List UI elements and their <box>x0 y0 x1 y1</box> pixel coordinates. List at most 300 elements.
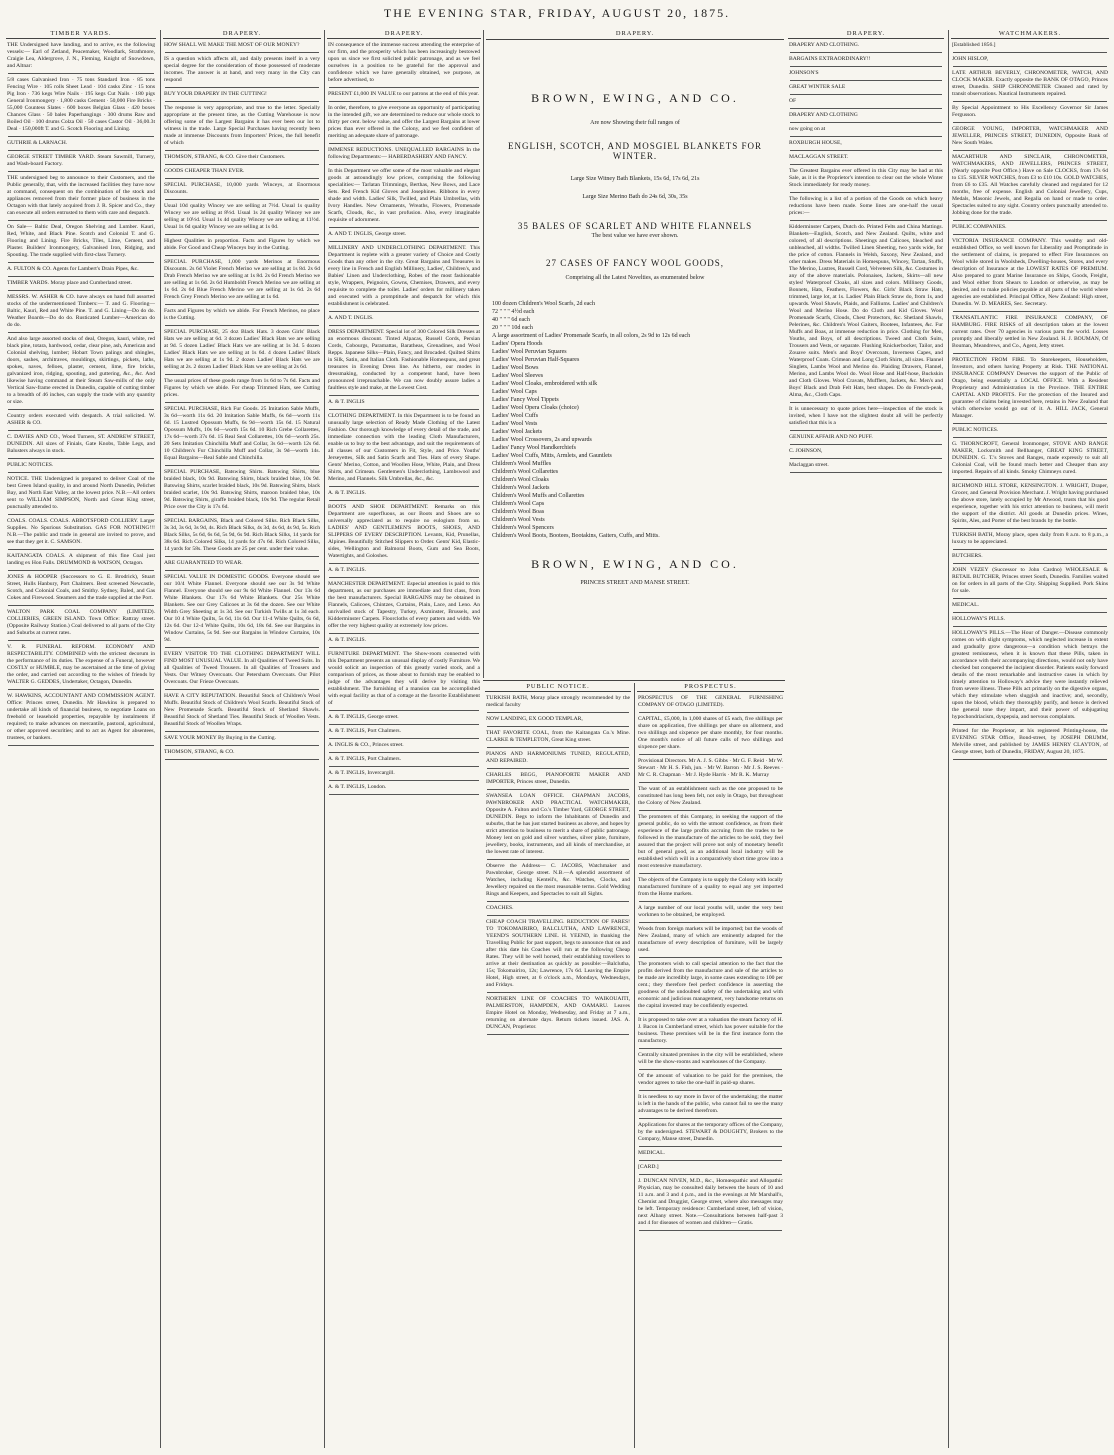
text-block: The promoters of this Company, in seeking the support of the general public, do so with the utmost confidence, as from their experience of the large profits accruing from the trades to be followed in the manufacture of the articles to be sold, they feel assured that the project will prove not only of monetary benefit but of general good, as an additional local industry will be established which will in a comparatively short time grow into a most extensive manufactory. <box>638 814 783 869</box>
rule-divider <box>329 766 479 767</box>
rule-divider <box>165 556 319 557</box>
text-block: Woods from foreign markets will be imported; but the woods of New Zealand, many of which are eminently adapted for the manufacture of every description of furniture, will be largely used. <box>638 926 783 953</box>
rule-divider <box>165 178 319 179</box>
text-block: Maclaggan street. <box>789 462 829 468</box>
text-block: A. & T. INGLIS, Invercargill. <box>328 770 395 776</box>
rule-divider <box>329 794 479 795</box>
rule-divider <box>165 731 319 732</box>
text-block: A. INGLIS & CO., Princes street. <box>328 742 404 748</box>
text-block: V. R. FUNERAL REFORM. ECONOMY AND RESPECTABILITY. COMBINED with the strictest decorum in the performance of its duties. The expense of a Funeral, however COSTLY or HUMBLE, may be ascertained at the time of giving the order, and carried out according to the wishes of friends by WALTER G. GEDDES, Undertaker, Octagon, Dunedin. <box>7 644 155 685</box>
rule-divider <box>639 1090 782 1091</box>
column-header: WATCHMAKERS. <box>951 30 1109 39</box>
text-block: SPECIAL VALUE IN DOMESTIC GOODS. Everyone should see our 10/4 White Flannel. Everyone should see our 3s 9d White Flannel. Everyone should see our 9s 6d White Flannel. Our 13s 6d White Blankets. Our 17s 6d White Blankets. Our 25s White Blankets. See our Grey Calicoes at 3s 6d the dozen. See our White Width Grey Sheeting at 1s 3d. See our Turkish Twills at 1s 3d each. Our 10 4 White Quilts, 5s 6d, 11s 6d. Our 11-4 White Quilts, 6s 6d, 12s 6d. Our 12-4 White Quilts, 10s 6d, 18s 6d. See our Bargains in Window Curtains, 5s 9d. See our Bargains in Window Curtains, 10s 9d. <box>164 574 320 643</box>
rule-divider <box>165 150 319 151</box>
rule-divider <box>8 150 154 151</box>
rule-divider <box>953 353 1107 354</box>
text-block: TIMBER YARDS. Moray place and Cumberland street. <box>7 280 133 286</box>
rule-divider <box>329 311 479 312</box>
text-block: Ladies' Wool Crossovers, 2s and upwards <box>492 437 592 443</box>
footer-address: PRINCES STREET AND MANSE STREET. <box>580 580 690 586</box>
rule-divider <box>329 241 479 242</box>
footer-firm-name: BROWN, EWING, AND CO. <box>531 557 739 571</box>
rule-divider <box>165 465 319 466</box>
rule-divider <box>953 528 1107 529</box>
text-block: THAT FAVORITE COAL, from the Kaitangata Co.'s Mine. CLARKE & TEMPLETON, Great King street. <box>486 730 630 743</box>
rule-divider <box>8 276 154 277</box>
text-block: MACLAGGAN STREET. <box>789 154 849 160</box>
text-block: 40 " " " 6d each <box>492 317 530 323</box>
blanket-line: Large Size Witney Bath Blankets, 15s 6d, 17s 6d, 21s <box>570 176 700 182</box>
text-block: NORTHERN LINE OF COACHES TO WAIKOUAITI, PALMERSTON, HAMPDEN, AND OAMARU. Leaves Empire Hotel on Monday, Wednesday, and Friday at 7 a.m., returning on alternate days. Return tickets issued. JAS. A. DUNCAN, Proprietor. <box>486 996 630 1030</box>
column-header: DRAPERY. <box>163 30 321 39</box>
text-block: MILLINERY AND UNDERCLOTHING DEPARTMENT. This Department is replete with a greater variety of Choice and Costly Goods than any other in the city. Great Bargains and Treasures in every line in French and English Millinery, Ladies', Children's, and Babies' Linen and Underclothing, Robes of the most fashionable style, Wrappers, Peignoirs, Gowns, Chemises, Drawers, and every requisite to complete the toilet. Ladies' orders for millinery taken and executed with a promptitude and despatch for which this establishment is celebrated. <box>328 245 480 307</box>
rule-divider <box>790 402 942 403</box>
rule-divider <box>329 409 479 410</box>
text-block: TRANSATLANTIC FIRE INSURANCE COMPANY, OF HAMBURG. FIRE RISKS of all description taken at the lowest current rates. Over 70 agencies in various parts the world. Losses promptly and liberally settled in New Zealand. H. J. BOUMAN, Of Bouman, Meandrews, and Co., Agent, Jetty street. <box>952 315 1108 349</box>
rule-divider <box>165 52 319 53</box>
text-block: GUTHRIE & LARNACH. <box>7 140 68 146</box>
text-block: LATE ARTHUR BEVERLY, CHRONOMETER, WATCH, AND CLOCK MAKER. Exactly opposite the BANK OF OTAGO, Princes street, Dunedin. SHIP CHRONOMETER Cleaned and rated by transit observations. Nautical Instruments repaired. <box>952 70 1108 97</box>
rule-divider <box>165 689 319 690</box>
rule-divider <box>165 759 319 760</box>
text-block: CHEAP COACH TRAVELLING. REDUCTION OF FARES! TO TOKOMAIRIRO, BALCLUTHA, AND LAWRENCE, YEEND'S SOUTHERN LINE. H. YEEND, in thanking the Travelling Public for past support, begs to announce that on and after this date his Coaches will run at the following Cheap Rates. They will be well horsed, their establishing travellers to arrive at their destination as quickly as possible:—Balclutha, 15s; Tokomairiro, 12s; Lawrence, 17s 6d. Leaving the Empire Hotel, High street, at 6 o'clock a.m., Mondays, Wednesdays, and Fridays. <box>486 919 630 988</box>
rule-divider <box>329 395 479 396</box>
text-block: Children's Wool Vests <box>492 517 545 523</box>
rule-divider <box>953 220 1107 221</box>
text-block: C. DAVIES AND CO., Wood Turners, ST. ANDREW STREET, DUNEDIN. All sizes of Finials, Gate Knobs, Table Legs, and Balusters always in stock. <box>7 434 155 454</box>
text-block: EVERY VISITOR TO THE CLOTHING DEPARTMENT WILL FIND MOST UNUSUAL VALUE. In all Qualities of Tweed Suits. In all Qualities of Tweed Trousers. In all Qualities of Trousers and Vests. Our Witney Overcoats. Our Petersham Overcoats. Our Pilot Overcoats. Our Frieze Overcoats. <box>164 651 320 685</box>
rule-divider <box>790 108 942 109</box>
text-block: Kidderminster Carpets, Dutch do. Printed Felts and China Mattings. Blankets—English, Scotch, and New Zealand. Quilts, white and colored, of all descriptions. Sheetings and Calicoes, bleached and unbleached, all widths. Twilled Linen Sheeting, two yards wide, for the price of cotton. Flannels in Welsh, Saxony, New Zealand, and other makes. Dress Materials in Homespuns, Wincey, Tartan, Stuffs, The Merino, Lustres, Russell Cord, Velveteen Silk, &c. Costumes in any of the above materials. Polonaises, Jackets, Skirts—all new styles! Waterproof Cloaks, all sizes and colors. Millinery Goods, Bonnets, Hats, Feathers, Flowers, &c. Girls' Black Straw Hats, trimmed, large lot, at 1s. Ladies' Plain Black Straw do, from 1s, and upwards. Wool Shawls, Plaids, and Falliums. Ladies' and Children's Wool and Merino Hose. Do do Cloth and Kid Gloves. Wool Promenade Scarfs, Clouds, Chest Protectors, &c. Shetland Shawls, Pelerines, &c. Children's Wool Gaiters, Bootees, Infantees, &c. Fur Muffs and Boas, at immense reduction in price. Clothing for Men, Youths, and Boys, of all descriptions. Tweed and Cloth Suits, Trousers and Vests, or separate. Flushing Knickerbocker, Tailor, and Zouave suits. Men's and Boys' Overcoats, Inverness Capes, and Waterproof Coats. Crimean and Long Cloth Shirts, all sizes. Flannel Singlets, Lambs Wool and Merino do. Plaiding Drawers, Flannel, Merino, and Lambs Wool do. Wool Hose and Half-hose, Buckskin and Cloth Gloves. Wool Cravats, Mufflers, Jackets, &c. Men's and Boys' Black and Drab Felt Hats, best shapes. Do do French-peak, Alma, &c., Cloth Caps. <box>789 224 943 398</box>
text-block: KAITANGATA COALS. A shipment of this fine Coal just landing ex Hon Falls. DRUMMOND & WATSON, Octagon. <box>7 553 155 566</box>
text-block: 20 " " " 10d each <box>492 325 533 331</box>
rule-divider <box>165 199 319 200</box>
rule-divider <box>8 570 154 571</box>
text-block: The response is very appropriate, and true to the letter. Specially appropriate at the present time, as the Cutting Warehouse is now offering some of the Largest Bargains it has ever been our lot to witness in the trade. Large Special Purchases having recently been made at immense Discounts from Importers' Prices, the full benefit of which <box>164 105 320 146</box>
text-block: PROSPECTUS OF THE GENERAL FURNISHING COMPANY OF OTAGO (LIMITED). <box>638 695 783 708</box>
rule-divider <box>165 647 319 648</box>
text-block: SAVE YOUR MONEY By Buying in the Cutting. <box>164 735 276 741</box>
firm-name: BROWN, EWING, AND CO. <box>531 91 739 105</box>
text-block: MESSRS. W. ASHER & CO. have always on hand full assorted stocks of the undermentioned Timbers:— T. and G. Flooring—Baltic, Kauri, Red and White Pine. T. and G. Lining—Do do do. Weather Boards—Do do do. Rusticated Lumber—American do do do. <box>7 294 155 328</box>
column-drapery-johnson <box>786 30 946 1448</box>
rule-divider <box>487 726 629 727</box>
rule-divider <box>953 437 1107 438</box>
text-block: TURKISH BATH, Moray place strongly recommended by the medical faculty <box>486 695 630 708</box>
flannels-heading: 35 BALES OF SCARLET AND WHITE FLANNELS <box>517 221 753 231</box>
text-block: Children's Wool Spencers <box>492 525 554 531</box>
rule-divider <box>639 810 782 811</box>
text-block: IS a question which affects all, and daily presents itself in a very special degree for the consideration of those possessed of moderate incomes. The answer is at hand, and very many in the City can respond <box>164 56 320 83</box>
rule-divider <box>329 325 479 326</box>
text-block: C. JOHNSON, <box>789 448 823 454</box>
column-header: PUBLIC NOTICE. <box>485 683 631 692</box>
text-block: TURKISH BATH, Moray place, open daily from 8 a.m. to 8 p.m., a luxury to be appreciated. <box>952 532 1108 545</box>
blankets-heading: ENGLISH, SCOTCH, AND MOSGIEL BLANKETS FOR WINTER. <box>508 141 762 161</box>
column-header: DRAPERY. <box>486 30 784 40</box>
text-block: It is unnecessary to quote prices here—inspection of the stock is invited, when I have not the slightest doubt all will be perfectly satisfied that this is a <box>789 406 943 426</box>
rule-divider <box>639 957 782 958</box>
ads-list <box>4 42 158 746</box>
ads-list <box>786 42 946 473</box>
rule-divider <box>639 1230 782 1231</box>
rule-divider <box>165 374 319 375</box>
text-block: Ladies' Wool Cloaks, embroidered with silk <box>492 381 598 387</box>
text-block: Ladies' Wool Vests <box>492 421 538 427</box>
rule-divider <box>165 87 319 88</box>
text-block: MEDICAL. <box>638 1150 665 1156</box>
rule-divider <box>790 150 942 151</box>
rule-divider <box>790 164 942 165</box>
text-block: PRESENT £1,000 IN VALUE to our patrons at the end of this year. <box>328 91 480 97</box>
rule-divider <box>790 430 942 431</box>
text-block: Centrally situated premises in the city will be established, where will be the show-rooms and warehouses of the Company. <box>638 1052 783 1065</box>
text-block: A. & T. INGLIS, George street. <box>328 714 399 720</box>
text-block: SPECIAL PURCHASE, Rich Fur Goods. 25 Imitation Sable Muffs, 3s 6d—worth 11s 6d. 20 Imitation Sable Muffs, 6s 6d—worth 11s 6d. 15 Lustred Opossum Muffs, 6s 9d—worth 15s 6d. 15 Natural Opossum Muffs, 10s 6d—worth 15s 6d. 10 Rich Grebe Collarettes, 17s 6d—worth 37s 6d. 15 Real Seal Collarettes, 10s 6d—worth 25s. 20 Sets Imitation Chinchilla Muff and Collar, 3s 6d—worth 12s 6d. 10 Children's Fur Chinchilla Muff and Collar, 3s 9d—worth 14s. Equal Bargains—Real Sable and Chinchilla. <box>164 406 320 461</box>
rule-divider <box>329 647 479 648</box>
rule-divider <box>639 1048 782 1049</box>
rule-divider <box>639 1146 782 1147</box>
text-block: G. THORNCROFT, General Ironmonger, STOVE AND RANGE MAKER, Locksmith and Bellhanger, GREAT KING STREET, DUNEDIN. G. T.'s Stoves and Ranges, made expressly to suit all Colonial Coal, will be found much better and Cheaper than any imported. Repairs of all kinds. Smoky Chimneys cured. <box>952 441 1108 475</box>
text-block: COALS. COALS. COALS. ABBOTSFORD COLLIERY. Larger Supplies. No Spurious Substitution. GAS FOR NOTHING!!! N.B.—The public and trade in general are invited to prove, and see that they get it. C. SAMSON. <box>7 518 155 545</box>
rule-divider <box>487 789 629 790</box>
rule-divider <box>953 479 1107 480</box>
rule-divider <box>329 227 479 228</box>
rule-divider <box>790 80 942 81</box>
text-block: Children's Wool Muffles <box>492 461 552 467</box>
rule-divider <box>639 901 782 902</box>
text-block: HOLLOWAY'S PILLS. <box>952 616 1006 622</box>
rule-divider <box>953 150 1107 151</box>
text-block: It is needless to say more in favor of the undertaking; the matter is left in the hands of the public, who cannot fail to see the many advantages to be derived therefrom. <box>638 1094 783 1114</box>
rule-divider <box>165 402 319 403</box>
text-block: The Greatest Bargains ever offered in this City may be had at this Sale, as it is the Proprietor's intention to clear out the whole Winter Stock immediately for ready money. <box>789 168 943 188</box>
rule-divider <box>8 640 154 641</box>
text-block: THE undersigned beg to announce to their Customers, and the Public generally, that, with the increased facilities they have now at command, consequent on the combination of the stock and appliances removed from their former place of business in the Octagon with that lately acquired from J. R. Spicer and Co., they can execute all orders entrusted to them with care and despatch. <box>7 175 155 216</box>
text-block: GENUINE AFFAIR AND NO PUFF. <box>789 434 873 440</box>
text-block: A. & T. INGLIS. <box>328 567 367 573</box>
text-block: A. & T. INGLIS, London. <box>328 784 387 790</box>
text-block: PIANOS AND HARMONIUMS TUNED, REGULATED, AND REPAIRED. <box>486 751 630 764</box>
rule-divider <box>329 738 479 739</box>
text-block: MANCHESTER DEPARTMENT. Especial attention is paid to this department, as our purchases are immediate and first class, from the best manufacturers. Special BARGAINS may be obtained in Flannels, Calicoes, Chintzes, Curtains, Plain, Lace, and Leno. An unrivalled stock of Tapestry, Turkey, Axminster, Brussels, and Kidderminster Carpets. Floorcloths of every pattern and width. We offer the very highest quality at extremely low prices. <box>328 581 480 629</box>
rule-divider <box>8 136 154 137</box>
text-block: SPECIAL PURCHASE, 10,000 yards Winceys, at Enormous Discounts. <box>164 182 320 195</box>
text-block: Children's Wool Jackets <box>492 485 550 491</box>
rule-divider <box>165 101 319 102</box>
showing-line: Are now Showing their full ranges of <box>590 120 680 126</box>
rule-divider <box>8 605 154 606</box>
rule-divider <box>8 290 154 291</box>
fancy-note: Comprising all the Latest Novelties, as enumerated below <box>565 275 705 281</box>
text-block: SPECIAL BARGAINS, Black and Colored Silks. Rich Black Silks, 3s 3d, 3s 6d, 3s 9d, 4s. Rich Black Silks, 4s 3d, 4s 6d, 4s 9d, 5s. Rich Black Silks, 5s 6d, 6s 6d, 5s 9d, 6s 9d. Rich Black Silks, 14 yards for 38s 6d. Rich Colored Silks, 14 yards for 47s 6d. Rich Colored Silks, 14 yards for 58s. These Goods are 25 per cent. under their value. <box>164 518 320 552</box>
rule-divider <box>953 423 1107 424</box>
rule-divider <box>790 472 942 473</box>
rule-divider <box>953 311 1107 312</box>
text-block: HOW SHALL WE MAKE THE MOST OF OUR MONEY? <box>164 42 300 48</box>
rule-divider <box>8 458 154 459</box>
text-block: 5/8 cases Galvanised Iron · 75 tons Standard Iron · 85 tons Fencing Wire · 105 rolls Sheet Lead · 104 casks Zinc · 15 tons Pig Iron · 736 kegs Wire Nails · 195 kegs Cut Nails · 180 pigs General Ironmongery · 1,800 casks Cement · 50,000 Fire Bricks · 55,000 Countess Slates · 600 boxes Belgian Glass · 420 boxes Chances Glass · 50 bales Paperhangings · 300 drums Raw and Boiled Oil · 100 drums Colza Oil · 50 cases Castor Oil · 36,00.3t Deal · 150,000ft T. and G. Scotch Flooring and Lining. <box>7 77 155 132</box>
rule-divider <box>8 171 154 172</box>
text-block: Ladies' Wool Opera Cloaks (choice) <box>492 405 579 411</box>
text-block: Children's Wool Cloaks <box>492 477 549 483</box>
text-block: JOHN HISLOP, <box>952 56 989 62</box>
rule-divider <box>639 754 782 755</box>
text-block: HAVE A CITY REPUTATION. Beautiful Stock of Children's Wool Muffs. Beautiful Stock of Children's Wool Scarfs. Beautiful Stock of New Promenade Scarfs. Beautiful Stock of Shetland Shawls. Beautiful Stock of Shetland Ties. Beautiful Stock of Woollen Vests. Beautiful Stock of Woollen Wraps. <box>164 693 320 727</box>
text-block: CHARLES BEGG, PIANOFORTE MAKER AND IMPORTER, Princes street, Dunedin. <box>486 772 630 785</box>
rule-divider <box>329 710 479 711</box>
rule-divider <box>8 689 154 690</box>
rule-divider <box>8 409 154 410</box>
text-block: [CARD.] <box>638 1164 659 1170</box>
text-block: 100 dozen Children's Wool Scarfs, 2d each <box>492 301 595 307</box>
column-header: TIMBER YARDS. <box>6 30 156 39</box>
rule-divider <box>165 234 319 235</box>
rule-divider <box>953 598 1107 599</box>
rule-divider <box>329 563 479 564</box>
horizontal-rule <box>483 680 785 681</box>
text-block: SPECIAL PURCHASE, Batswing Shirts. Batswing Shirts, blue braided black, 10s 9d. Batswing Shirts, black braided blue, 10s 9d. Batswing Shirts, scarlet braided black, 10s 9d. Batswing Shirts, black braided scarlet, 10s 9d. Batswing Shirts, maroon braided blue, 10s 9d. Batswing Shirts, giraffe braided black, 10s 9d. The regular Retail Price over the City is 17s 6d. <box>164 469 320 510</box>
text-block: BUTCHERS. <box>952 553 983 559</box>
prospectus-column <box>634 683 786 1448</box>
text-block: Observe the Address— C. JACOBS, Watchmaker and Pawnbroker, George street. N.B.—A splendid assortment of Watches, including Kenteil's, &c. Watches, Clocks, and Jewellery repaired on the most reasonable terms. Gold Wedding Rings and Keepers, and Spectacles to suit all Sights. <box>486 863 630 897</box>
text-block: PROTECTION FROM FIRE. To Storekeepers, Householders, Investors, and others having Property at Risk. THE NATIONAL INSURANCE COMPANY Deserves the support of the Public of Otago, being essentially a LOCAL OFFICE. With a Resident Proprietary and Administration in the Province. THE ENTIRE CAPITAL AND PROFITS. For the protection of the Insured and guarantee of claims being invested here, retains in New Zealand that which otherwise would go out of it. A. HILL JACK, General Manager. <box>952 357 1108 419</box>
text-block: SPECIAL PURCHASE, 25 doz Black Hats. 3 dozen Girls' Black Hats we are selling at 6d. 3 dozen Ladies' Black Hats we are selling at 9d. 5 dozen Ladies' Black Hats we are selling at 1s 3d. 5 dozen Ladies' Black Hats we are selling at 1s 6d. 4 dozen Ladies' Black Hats we are selling at 1s 9d. 2 dozen Ladies' Black Hats we are selling at 2s. 2 dozen Ladies' Black Hats we are selling at 2s 6d. <box>164 329 320 370</box>
text-block: VICTORIA INSURANCE COMPANY. This wealthy and old-established Office, so well known for Liberality and Promptitude in the settlement of claims, is prepared to effect Fire Insurances on Wool while stored in Woolsheds, Dwelling-houses, Stores, and every description of Insurance at the LOWEST RATES OF PREMIUM. Also prepared to grant Marine Insurance on Ships, Goods, Freight, and Wool either from Shears to London or otherwise, as may be desired, and to make policies payable at all parts of the world where agencies are established. Principal Office, New Zealand: High street, Dunedin. W. D. MEARES, Sec. Secretary. <box>952 238 1108 307</box>
text-block: PUBLIC NOTICES. <box>7 462 54 468</box>
item-list <box>484 300 786 540</box>
rule-divider <box>953 612 1107 613</box>
column-timber-yards <box>4 30 158 1448</box>
text-block: It is proposed to take over at a valuation the steam factory of H. J. Bacon in Cumberland street, which has power suitable for the business. These premises will be in the first instance form the manufactory. <box>638 1017 783 1044</box>
text-block: SWANSEA LOAN OFFICE. CHAPMAN JACOBS, PAWNBROKER AND PRACTICAL WATCHMAKER, Opposite A. Fulton and Co.'s Timber Yard, GEORGE STREET, DUNEDIN. Begs to inform the Inhabitants of Dunedin and suburbs, that he has just started business as above, and hopes by strict attention to business to merit a share of public patronage. Money lent on gold and silver watches, silver plate, furniture, jewellery, books, instruments, and all kinds of merchandise, at the lowest rate of interest. <box>486 793 630 855</box>
text-block: ROXBURGH HOUSE, <box>789 140 842 146</box>
text-block: A. AND T. INGLIS, George street. <box>328 231 407 237</box>
rule-divider <box>165 745 319 746</box>
rule-divider <box>165 325 319 326</box>
masthead <box>0 4 1114 30</box>
text-block: Ladies' Wool Sleeves <box>492 373 544 379</box>
text-block: A. & T. INGLIS, Port Chalmers. <box>328 756 401 762</box>
column-drapery-inglis <box>324 30 483 1448</box>
text-block: GOODS CHEAPER THAN EVER. <box>164 168 245 174</box>
text-block: Ladies' Fancy Wool Handkerchiefs <box>492 445 576 451</box>
rule-divider <box>953 234 1107 235</box>
text-block: On Sale— Baltic Deal, Oregon Shelving and Lumber. Kauri, Red, White, and Black Pine. Scotch and Colonial T. and G. Flooring and Lining. Fire Bricks, Tiles, Lime, Cement, and Plaster. Builders' Ironmongery, Galvanised Iron, Ridging, and Spouting. The trade supplied with first-class Turnery. <box>7 224 155 258</box>
text-block: Children's Wool Boas <box>492 509 545 515</box>
rule-divider <box>329 143 479 144</box>
rule-divider <box>790 192 942 193</box>
rule-divider <box>790 458 942 459</box>
text-block: A large assortment of Ladies' Promenade Scarfs, in all colors, 2s 9d to 12s 6d each <box>492 333 691 339</box>
rule-divider <box>487 747 629 748</box>
text-block: 72 " " " 4½d each <box>492 309 535 315</box>
rule-divider <box>329 752 479 753</box>
text-block: MACARTHUR AND SINCLAIR, CHRONOMETER, WATCHMAKERS, AND JEWELLERS, PRINCES STREET, (Nearly opposite Post Office.) Have on Sale CLOCKS, from 17s 6d to £15. SILVER WATCHES, from £3 to £10 10s. GOLD WATCHES, from £6 to £35. All Watches carefully cleaned and regulated for 12 months, free of expense. English and Colonial Jewellery, Cups, Medals, Masonic Jewels, and Regalia on hand or made to order. Spectacles suited to any sight. Country orders punctually attended to. Jobbing done for the trade. <box>952 154 1108 216</box>
text-block: OF <box>789 98 797 104</box>
rule-divider <box>790 136 942 137</box>
text-block: A. AND T. INGLIS. <box>328 315 374 321</box>
rule-divider <box>8 220 154 221</box>
column-watchmakers <box>948 30 1111 1448</box>
rule-divider <box>953 759 1107 760</box>
text-block: SPECIAL PURCHASE, 1,000 yards Merinos at Enormous Discounts. 2s 6d Violet French Merino we are selling at 1s 8d. 2s 6d Drab French Merino we are selling at 1s 8d. 2s 6d French Merino we are selling at 1s 6d. 2s 6d Humboldt French Merino we are selling at 1s 6d. 2s 6d Blue French Merino we are selling at 1s 6d. 2s 6d French Grey French Merino we are selling at 1s 6d. <box>164 259 320 300</box>
text-block: GEORGE YOUNG, IMPORTER, WATCHMAKER AND JEWELLER, PRINCES STREET, DUNEDIN, Opposite Bank of New South Wales. <box>952 126 1108 146</box>
text-block: Of the amount of valuation to be paid for the premises, the vendor agrees to take the one-half in paid-up shares. <box>638 1073 783 1086</box>
text-block: CAPITAL, £5,000, In 1,000 shares of £5 each, five shillings per share on application, five shillings per share on allotment, and two shillings and sixpence per share monthly, for four months. One month's notice of all future calls of two shillings and sixpence per share. <box>638 716 783 750</box>
text-block: DRESS DEPARTMENT. Special lot of 300 Colored Silk Dresses at an enormous discount. Tinted Alpacas, Russell Cords, Persian Cords, Cobourgs, Paramattas, Baratheas, Grenadines, and Wool Repps. Japanese Silks—Plain, Fancy, and Brocaded. Quilted Shirts in Silk, Satin, and Italian Cloth. Fashionable Homespuns, and great treasures in Evening Dress line. As hitherto, our modes in dressmaking, conducted by a competent hand, have been pronounced irreproachable. We can now doubly assure ladies a faultless style and make, at the Lowest Cost. <box>328 329 480 391</box>
blanket-line: Large Size Merino Bath do 24s 6d, 30s, 35s <box>582 194 688 200</box>
text-block: A large number of our local youths will, under the very best workmen to be obtained, be employed. <box>638 905 783 918</box>
text-block: The promoters wish to call special attention to the fact that the profits derived from the manufacture and sale of the articles to be made are incredibly large, in some cases extending to 100 per cent.; they therefore feel perfect confidence in asserting the goodness of the undoubted safety of the undertaking and with economic and judicious management, very handsome returns on the capital invested may be confidently expected. <box>638 961 783 1009</box>
rule-divider <box>165 304 319 305</box>
rule-divider <box>487 992 629 993</box>
rule-divider <box>953 724 1107 725</box>
text-block: Provisional Directors. Mr A. J. S. Gibbs · Mr G. F. Reid · Mr W. Stewart · Mr H. S. Fish, jun. · Mr W. Barron · Mr J. S. Reeves · Mr C. R. Chapman · Mr J. Hyde Harris · Mr R. K. Murray <box>638 758 783 778</box>
rule-divider <box>8 514 154 515</box>
flannels-note: The best value we have ever shown. <box>591 233 679 239</box>
text-block: HOLLOWAY'S PILLS.—The Hour of Danger.—Disease commonly comes on with slight symptoms, which neglected increase in extent and gradually grow dangerous—a condition which betrays the greatest remissness, when it is known that these Pills, taken in accordance with their accompanying directions, would not only have checked but conquered the incipient disorder. Patients easily forward details of the most remarkable and instructive cases in which by timely attention to Holloway's advice they were instantly relieved from severe illness. These Pills act primarily on the digestive organs, which they stimulate when sluggish and inactive; and, secondly, upon the blood, which they thoroughly purify, and hence is derived the general tone they impart, and their power of subjugating hypochondriacism, dyspepsia, and nervous complaints. <box>952 630 1108 720</box>
rule-divider <box>639 1118 782 1119</box>
rule-divider <box>639 712 782 713</box>
text-block: A. & T. INGLIS, Port Chalmers. <box>328 728 401 734</box>
rule-divider <box>639 922 782 923</box>
text-block: Children's Wool Caps <box>492 501 545 507</box>
text-block: GREAT WINTER SALE <box>789 84 846 90</box>
text-block: Facts and Figures by which we abide. For French Merinos, no place is the Cutting. <box>164 308 320 321</box>
rule-divider <box>487 1034 629 1035</box>
rule-divider <box>790 66 942 67</box>
text-block: Ladies' Wool Bows <box>492 365 539 371</box>
text-block: Usual 10d quality Wincey we are selling at 7½d. Usual 1s quality Wincey we are selling at 8½d. Usual 1s 2d quality Wincey we are selling at 10½d. Usual 1s 4d quality Wincey we are selling at 11½d. Usual 1s 6d quality Wincey we are selling at 1s 0d. <box>164 203 320 230</box>
text-block: now going on at <box>789 126 826 132</box>
fancy-heading: 27 CASES OF FANCY WOOL GOODS, <box>545 258 725 268</box>
text-block: NOTICE. THE Undersigned is prepared to deliver Coal of the best Green Island quality, in and around North Dunedin, Pelichet Bay, and North East Valley, at the lowest price. N.B.—All orders sent to WILLIAM SIMPSON, North and Great King street, punctually attended to. <box>7 476 155 510</box>
text-block: PUBLIC NOTICES. <box>952 427 999 433</box>
rule-divider <box>329 633 479 634</box>
text-block: The following is a list of a portion of the Goods on which heavy reductions have been made. Some lines are one-half the usual prices:— <box>789 196 943 216</box>
text-block: And also large assorted stocks of deal, Oregon, kauri, white, red black pine, totara, hardwood, cedar, clear pine, ash, American and Colonial shelving, lumber; Hobart Town palings and shingles, doors, sashes, architraves, mouldings, skirtings, pickets, laths, spokes, naves, felloes, plaster, cement, lime, fire bricks, galvanized iron, ridging, spouting, and guttering, &c., &c. And likewise having command at their Steam Saw-mills of the only Vertical Saw-frame erected in Dunedin, capable of cutting timber to a breadth of 46 inches, can supply the trade with any quantity or size. <box>7 336 155 405</box>
public-notice-column <box>483 683 633 1448</box>
brown-ewing-advert <box>483 30 786 678</box>
rule-divider <box>329 724 479 725</box>
rule-divider <box>639 1069 782 1070</box>
rule-divider <box>8 262 154 263</box>
text-block: GEORGE STREET TIMBER YARD. Steam Sawmill, Turnery, and Wash-board Factory. <box>7 154 155 167</box>
rule-divider <box>165 514 319 515</box>
rule-divider <box>329 164 479 165</box>
ads-list <box>325 42 483 795</box>
rule-divider <box>487 768 629 769</box>
text-block: The objects of the Company is to supply the Colony with locally manufactured furniture of a quality to equal any yet imported from the Home markets. <box>638 877 783 897</box>
text-block: THE Undersigned have landing, and to arrive, ex the following vessels:— Earl of Zetland, Peacemaker, Woodlark, Strathmore, Craigie Lea, Aldergrove, J. N., Fleming, Knight of Snowdown, and Altnar: <box>7 42 155 69</box>
text-block: Printed for the Proprietor, at his registered Printing-house, the EVENING STAR Office, Bond-street, by JOSEPH DRUMM, Melville street, and published by JAMES HENRY CLAYTON, of George street, both of Dunedin, FRIDAY, August 20, 1875. <box>952 728 1108 755</box>
masthead-title: THE EVENING STAR, FRIDAY, AUGUST 20, 1875. <box>383 6 731 20</box>
rule-divider <box>953 549 1107 550</box>
text-block: BOOTS AND SHOE DEPARTMENT. Remarks on this Department are superfluous, as our Boots and Shoes are so universally appreciated as to require no eulogium from us. LADIES' AND GENTLEMEN'S BOOTS, SHOES, AND SLIPPERS OF EVERY DESCRIPTION. Levants, Kid, Prunellas, Alpines. Beautifully Stitched Slippers to Order. Gents' Kid, Elastic-sides, Wellington and Balmoral Boots, Gum and Sea Boots, Watertights, and Goloshes. <box>328 504 480 559</box>
text-block: A. FULTON & CO. Agents for Lambert's Drain Pipes, &c. <box>7 266 139 272</box>
text-block: Ladies' Wool Peruvian Half-Squares <box>492 357 580 363</box>
text-block: MEDICAL. <box>952 602 979 608</box>
text-block: BARGAINS EXTRAORDINARY!! <box>789 56 871 62</box>
rule-divider <box>329 87 479 88</box>
text-block: DRAPERY AND CLOTHING. <box>789 42 860 48</box>
text-block: A. & T. INGLIS <box>328 399 365 405</box>
rule-divider <box>639 782 782 783</box>
text-block: CLOTHING DEPARTMENT. In this Department is to be found an unusually large selection of Ready Made Clothing of the Latest Fashion. Our thorough knowledge of every detail of the trade, and immediate connection with the leading Cloth Manufacturers, enable us to buy to the best advantage, and suit the requirements of all classes of our Customers in Fit, Style, and Price. Youths' Jerseyettes, Silk and Satin Scarfs and Ties. Hats of every Shape. Gents' Merino, Cotton, and Woollen Hose, White, Plain, and Dress Shirts, and Crimean. Gentlemen's Underclothing, Lambswool and Merino, and Flannels. Silk Umbrellas, &c., &c. <box>328 413 480 482</box>
rule-divider <box>639 873 782 874</box>
text-block: RICHMOND HILL STORE, KENSINGTON. J. WRIGHT, Draper, Grocer, and General Provision Merchant. J. Wright having purchased the above store, lately occupied by Mr Atwood, trusts that his good experience, together with his strict attention to business, will merit the support of the district. All goods at Dunedin prices. Wines, Spirits, Ales, and Porter of the best brands by the bottle. <box>952 483 1108 524</box>
rule-divider <box>953 563 1107 564</box>
text-block: Ladies' Fancy Wool Tippets <box>492 397 559 403</box>
ads-list <box>949 42 1111 760</box>
text-block: Children's Wool Muffs and Collarettes <box>492 493 585 499</box>
text-block: A. & T. INGLIS. <box>328 490 367 496</box>
text-block: DRAPERY AND CLOTHING <box>789 112 858 118</box>
rule-divider <box>329 780 479 781</box>
text-block: By Special Appointment to His Excellency Governor Sir James Fergusson. <box>952 105 1108 118</box>
text-block: JOHN VEZEY (Successor to John Cardno) WHOLESALE & RETAIL BUTCHER, Princes street South, Dunedin. Families waited on for orders in all parts of the City. Shipping Supplied. Pork Skins for sale. <box>952 567 1108 594</box>
ads-list <box>161 42 323 760</box>
text-block: IN consequence of the immense success attending the enterprise of our firm, and the prosperity which has been increasingly bestowed upon us since we first solicited public patronage, and as we feel ourselves in a position to be grateful for the approval and confidence which we have generally obtained, we purpose, as before advertised, to <box>328 42 480 83</box>
rule-divider <box>953 66 1107 67</box>
rule-divider <box>953 101 1107 102</box>
text-block: [Established 1856.] <box>952 42 996 48</box>
rule-divider <box>639 1013 782 1014</box>
text-block: Ladies' Wool Cuffs, Mitts, Armlets, and Gauntlets <box>492 453 612 459</box>
text-block: Applications for shares at the temporary offices of the Company, by the undersigned. STEWART & DOUGHTY, Brokers to the Company, Manse street, Dunedin. <box>638 1122 783 1142</box>
text-block: BUY YOUR DRAPERY IN THE CUTTING! <box>164 91 267 97</box>
text-block: WALTON PARK COAL COMPANY (LIMITED). COLLIERIES, GREEN ISLAND. Town Office: Rattray street. (Opposite Railway Station.) Coal delivered to all parts of the City and Suburbs at current rates. <box>7 609 155 636</box>
text-block: The usual prices of these goods range from 1s 6d to 7s 6d. Facts and Figures by which we abide. For cheap Trimmed Hats, see Cutting prices. <box>164 378 320 398</box>
text-block: Highest Qualities in proportion. Facts and Figures by which we abide. For Good and Cheap Winceys buy in the Cutting. <box>164 238 320 251</box>
text-block: Children's Wool Boots, Bootees, Bootakins, Gaiters, Cuffs, and Mitts. <box>492 533 660 539</box>
rule-divider <box>329 577 479 578</box>
text-block: THOMSON, STRANG, & CO. Give their Customers. <box>164 154 286 160</box>
text-block: NOW LANDING, EX GOOD TEMPLAR, <box>486 716 583 722</box>
column-header: DRAPERY. <box>788 30 944 39</box>
text-block: FURNITURE DEPARTMENT. The Show-room connected with this Department presents an unusual display of costly Furniture. We would solicit an inspection of this greatly varied stock, and a comparison of prices, as those about to furnish may be enabled to judge of the advantages they will derive by visiting this establishment. The furnishing of a mansion can be accomplished with equal facility as that of a cottage at the favorite Establishment of <box>328 651 480 706</box>
rule-divider <box>790 122 942 123</box>
text-block: A. & T. INGLIS. <box>328 637 367 643</box>
rule-divider <box>790 220 942 221</box>
rule-divider <box>8 332 154 333</box>
rule-divider <box>953 626 1107 627</box>
rule-divider <box>165 570 319 571</box>
rule-divider <box>487 859 629 860</box>
rule-divider <box>8 73 154 74</box>
column-header: DRAPERY. <box>327 30 481 39</box>
rule-divider <box>790 52 942 53</box>
rule-divider <box>8 472 154 473</box>
rule-divider <box>790 444 942 445</box>
text-block: Ladies' Opera Hoods <box>492 341 543 347</box>
ads-list <box>483 695 633 1035</box>
text-block: JONES & HOOPER (Successors to G. E. Brodrick), Stuart Street, Hulls Hanbury, Port Chalmers. Best screened Newcastle, Scotch, and Colonial Coals, and Smithy. Sydney, Baled, and Gas Cokes and Firewood. Steamers and the trade supplied at the Port. <box>7 574 155 601</box>
text-block: In order, therefore, to give everyone an opportunity of participating in the intended gift, we are determined to reduce our whole stock to thirty per cent. below value, and offer the Largest Bargains at lower prices than ever offered in the Colony, and we feel confident of meriting an adequate share of patronage. <box>328 105 480 139</box>
text-block: THOMSON, STRANG, & CO. <box>164 749 235 755</box>
ads-list <box>635 695 786 1231</box>
text-block: Country orders executed with despatch. A trial solicited. W. ASHER & CO. <box>7 413 155 426</box>
rule-divider <box>8 430 154 431</box>
column-drapery-thomson <box>160 30 323 1448</box>
rule-divider <box>329 486 479 487</box>
text-block: IMMENSE REDUCTIONS. UNEQUALLED BARGAINS In the following Departments:— HABERDASHERY AND FANCY. <box>328 147 480 160</box>
rule-divider <box>639 1174 782 1175</box>
text-block: The want of an establishment such as the one proposed to be constituted has long been felt, not only in Otago, but throughout the Colony of New Zealand. <box>638 786 783 806</box>
rule-divider <box>639 1160 782 1161</box>
rule-divider <box>165 164 319 165</box>
